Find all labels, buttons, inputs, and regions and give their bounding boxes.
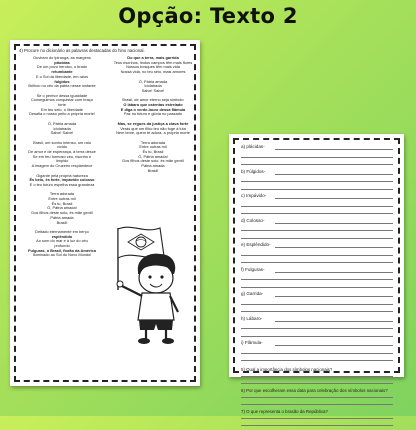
- answer-line: [275, 198, 393, 199]
- anthem-line: Brasil!: [147, 167, 159, 173]
- answer-line: [241, 238, 393, 239]
- anthem-stanza: [18, 141, 106, 169]
- question-text: 5) Qual a importância dos símbolos nacionais?: [241, 366, 333, 372]
- question-row: [241, 409, 393, 430]
- anthem-line: Se em teu formoso céu, risonho e: [32, 153, 92, 159]
- vocabulary-word-label: d) Colosso-: [241, 217, 265, 223]
- anthem-line: Gigante pela própria natureza: [36, 172, 88, 178]
- anthem-line: Dos filhos deste solo, és mãe gentil: [122, 158, 184, 164]
- answer-line: [241, 213, 393, 214]
- anthem-line: Salve! Salve!: [141, 87, 165, 93]
- anthem-line: forte: [58, 102, 66, 108]
- vocabulary-word-label: i) Flâmula-: [241, 340, 263, 345]
- anthem-line: fúlgidos: [54, 78, 70, 84]
- answer-line: [241, 262, 393, 263]
- anthem-line: Se o penhor dessa igualdade: [36, 92, 88, 98]
- vocabulary-answer-row: [241, 242, 393, 267]
- answer-line: [241, 397, 393, 398]
- anthem-line: O lábaro que ostentas estrelado: [123, 102, 183, 107]
- vocabulary-answer-row: [241, 291, 393, 316]
- anthem-line: Nem teme, quem te adora, a própria morte: [116, 130, 190, 136]
- vocabulary-answer-row: [241, 218, 393, 243]
- vocabulary-answer-row: [241, 340, 393, 365]
- anthem-stanza: [18, 56, 106, 89]
- vocabulary-word-label: g) Garrida-: [241, 291, 264, 296]
- anthem-line: Idolatrada: [144, 83, 162, 89]
- answer-line: [241, 189, 393, 190]
- anthem-line: vívido: [56, 144, 68, 150]
- vocabulary-word-label: e) Esplêndido-: [241, 242, 271, 247]
- answer-line: [275, 272, 393, 273]
- answer-line: [241, 157, 393, 158]
- anthem-stanza: [110, 141, 196, 174]
- anthem-line: Ó, Pátria amada!: [138, 153, 168, 159]
- anthem-line: De um povo heroico, o brado: [36, 64, 88, 70]
- answer-line: [275, 321, 393, 322]
- anthem-line: límpido: [55, 158, 69, 164]
- answer-line: [275, 223, 393, 224]
- anthem-line: Ouviram do Ipiranga, as margens: [33, 55, 91, 60]
- answer-line: [241, 279, 393, 280]
- anthem-line: Nossa vida, no teu seio, mais amores: [120, 69, 186, 75]
- answer-line: [241, 164, 393, 165]
- vocabulary-answer-row: [241, 144, 393, 169]
- vocabulary-word-label: f) Fulguras-: [241, 266, 265, 272]
- anthem-line: Teus risonhos, lindos campos têm mais flores: [113, 59, 193, 65]
- anthem-column-right: [110, 56, 196, 178]
- answer-line: [241, 230, 393, 231]
- vocabulary-word-label: c) Impávido-: [241, 193, 267, 198]
- vocabulary-answer-row: [241, 267, 393, 292]
- anthem-line: Pátria amada: [141, 163, 165, 169]
- answer-line: [275, 247, 393, 248]
- anthem-line: Brilhou no céu da pátria nesse instante: [28, 83, 96, 89]
- vocabulary-word-label: h) Lábaro-: [241, 315, 263, 321]
- answer-line: [241, 311, 393, 312]
- anthem-line: profundo: [54, 243, 70, 249]
- anthem-line: Terra adorada: [140, 139, 166, 145]
- exercise-4-prompt: 4) Procure no dicionário as palavras destacadas do hino nacional.: [19, 48, 145, 53]
- answer-line: [241, 206, 393, 207]
- answer-line: [275, 345, 393, 346]
- anthem-line: Salve! Salve!: [50, 130, 74, 136]
- anthem-line: esplêndido: [51, 233, 73, 239]
- anthem-line: Nossos bosques têm mais vida: [126, 64, 180, 70]
- anthem-line: Brasil, de amor eterno seja símbolo: [122, 97, 184, 103]
- anthem-line: Paz no futuro e glória no passado: [123, 111, 183, 117]
- anthem-line: Iluminado ao Sol do Novo Mundo!: [32, 252, 92, 258]
- anthem-line: plácidas: [54, 59, 70, 65]
- answer-line: [241, 383, 393, 384]
- answer-line: [241, 287, 393, 288]
- answer-line: [241, 181, 393, 182]
- answer-line: [241, 336, 393, 337]
- answer-line: [275, 149, 393, 150]
- anthem-line: Conseguimos conquistar com braço: [30, 97, 94, 103]
- anthem-stanza: [18, 174, 106, 188]
- answer-line: [241, 360, 393, 361]
- answer-area: [241, 144, 393, 430]
- anthem-line: Terra adorada: [49, 191, 75, 197]
- answer-line: [241, 404, 393, 405]
- anthem-stanza: [110, 122, 196, 136]
- answer-line: [241, 353, 393, 354]
- anthem-line: Entre outras mil: [48, 196, 76, 202]
- anthem-line: Do que a terra, mais garrida: [127, 55, 179, 60]
- anthem-line: Brasil!: [56, 219, 68, 225]
- anthem-line: E diga o verde-louro dessa flâmula: [120, 106, 186, 112]
- anthem-line: Verás que um filho teu não foge à luta: [120, 125, 186, 131]
- question-row: [241, 388, 393, 409]
- anthem-line: Pátria amada: [50, 214, 74, 220]
- question-row: [241, 367, 393, 388]
- vocabulary-answer-row: [241, 193, 393, 218]
- anthem-stanza: [18, 192, 106, 225]
- anthem-line: Em teu seio, ó liberdade: [41, 106, 83, 112]
- answer-line: [241, 304, 393, 305]
- vocabulary-answer-row: [241, 169, 393, 194]
- anthem-line: Ó, Pátria amada: [47, 120, 77, 126]
- anthem-column-left: [18, 56, 106, 263]
- anthem-stanza: [18, 230, 106, 258]
- answer-line: [241, 328, 393, 329]
- anthem-line: Brasil, um sonho intenso, um raio: [33, 139, 91, 145]
- answer-line: [275, 296, 393, 297]
- anthem-stanza: [110, 98, 196, 117]
- anthem-line: Desafia o nosso peito a própria morte!: [29, 111, 95, 117]
- anthem-stanza: [18, 94, 106, 118]
- anthem-line: De amor e de esperança, à terra desce: [28, 149, 96, 155]
- boy-with-flag-illustration: [114, 220, 194, 346]
- anthem-stanza: [110, 80, 196, 94]
- answer-line: [241, 376, 393, 377]
- anthem-line: Mas, se ergues da justiça a clava forte: [117, 120, 189, 126]
- anthem-line: És tu, Brasil: [142, 149, 164, 154]
- anthem-line: Dos filhos deste solo, és mãe gentil: [31, 210, 93, 216]
- anthem-line: E o teu futuro espelha essa grandeza: [29, 181, 95, 187]
- question-text: 7) O que representa o brasão da República?: [241, 408, 328, 414]
- worksheet-hino-nacional: [10, 40, 200, 386]
- answer-line: [241, 255, 393, 256]
- anthem-stanza: [18, 122, 106, 136]
- answer-line: [275, 174, 393, 175]
- anthem-line: Ó, Pátria amada!: [47, 205, 77, 211]
- worksheet-vocabulary-questions: [229, 134, 404, 414]
- answer-line: [241, 425, 393, 426]
- anthem-line: Fulguras, ó Brasil, florão da América: [28, 247, 96, 253]
- anthem-line: Ó, Pátria amada: [138, 78, 168, 84]
- anthem-line: És belo, és forte, impávido colosso: [29, 177, 95, 183]
- vocabulary-answer-row: [241, 316, 393, 341]
- anthem-line: Deitado eternamente em berço: [35, 228, 89, 234]
- anthem-line: Idolatrada: [53, 125, 71, 131]
- vocabulary-word-label: b) Fúlgidos-: [241, 168, 266, 174]
- anthem-line: retumbante: [51, 69, 73, 75]
- anthem-line: Entre outras mil: [139, 144, 167, 150]
- anthem-line: Ao som do mar e à luz do céu: [36, 238, 88, 244]
- vocabulary-word-label: a) plácidas-: [241, 144, 265, 149]
- anthem-stanza: [110, 56, 196, 75]
- question-text: 6) Por que escolheram essa data para celebração dos símbolos nacionais?: [241, 387, 388, 393]
- anthem-line: A imagem do Cruzeiro resplandece: [31, 163, 93, 169]
- anthem-line: E o Sol da liberdade, em raios: [35, 73, 89, 79]
- answer-line: [241, 418, 393, 419]
- page-title: Opção: Texto 2: [118, 4, 298, 28]
- anthem-line: És tu, Brasil: [51, 200, 73, 206]
